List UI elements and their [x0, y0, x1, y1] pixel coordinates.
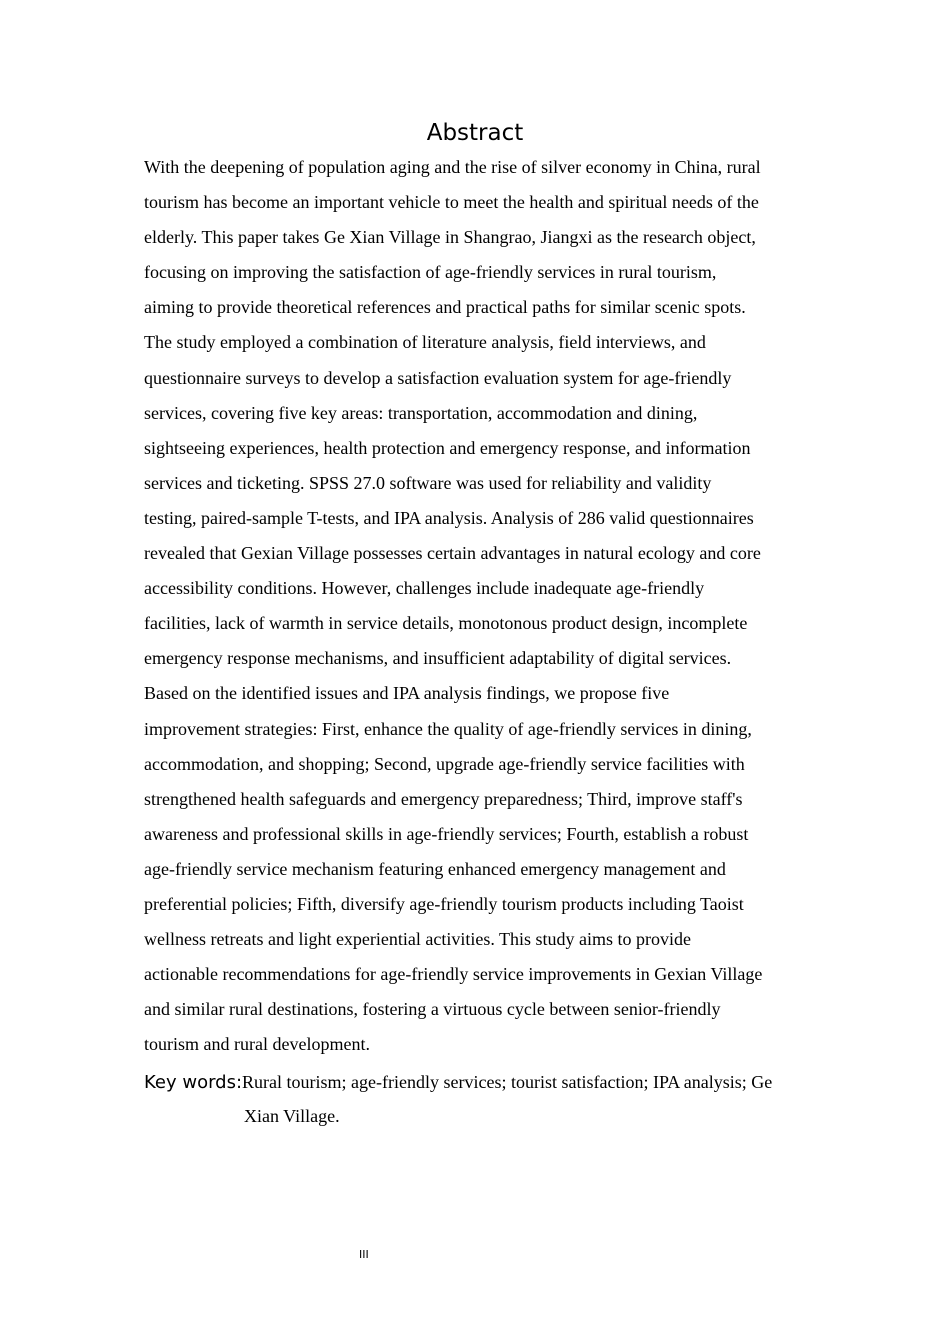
abstract-line: accommodation, and shopping; Second, upgrade age-friendly service facilities with: [144, 753, 745, 774]
abstract-line: elderly. This paper takes Ge Xian Village in Shangrao, Jiangxi as the research object,: [144, 227, 756, 248]
abstract-line: questionnaire surveys to develop a satisfaction evaluation system for age-friendly: [144, 367, 732, 388]
abstract-line: preferential policies; Fifth, diversify age-friendly tourism products including Taoist: [144, 893, 744, 914]
abstract-line: strengthened health safeguards and emergency preparedness; Third, improve staff's: [144, 788, 743, 809]
abstract-line: tourism has become an important vehicle to meet the health and spiritual needs of the: [144, 192, 759, 213]
abstract-line: services and ticketing. SPSS 27.0 software was used for reliability and validity: [144, 472, 712, 493]
page-number: III: [359, 1248, 369, 1261]
abstract-line: The study employed a combination of literature analysis, field interviews, and: [144, 332, 706, 353]
abstract-line: emergency response mechanisms, and insufficient adaptability of digital services.: [144, 648, 732, 669]
abstract-line: facilities, lack of warmth in service details, monotonous product design, incomplete: [144, 613, 748, 634]
abstract-body: [144, 150, 824, 1062]
abstract-line: actionable recommendations for age-friendly service improvements in Gexian Village: [144, 964, 763, 985]
abstract-line: aiming to provide theoretical references and practical paths for similar scenic spots.: [144, 297, 746, 318]
abstract-line: and similar rural destinations, fostering a virtuous cycle between senior-friendly: [144, 999, 721, 1020]
keywords-section: [144, 1065, 824, 1133]
abstract-title: Abstract: [426, 120, 524, 146]
abstract-line: focusing on improving the satisfaction of age-friendly services in rural tourism,: [144, 262, 717, 283]
abstract-line: tourism and rural development.: [144, 1034, 370, 1055]
abstract-line: wellness retreats and light experiential activities. This study aims to provide: [144, 929, 692, 950]
keywords-text-line-1: Rural tourism; age-friendly services; tourist satisfaction; IPA analysis; Ge: [242, 1072, 773, 1092]
keywords-row-1: [144, 1065, 824, 1099]
keywords-label: Key words:: [144, 1072, 243, 1093]
keywords-text-line-2: Xian Village.: [244, 1106, 340, 1126]
abstract-line: accessibility conditions. However, challenges include inadequate age-friendly: [144, 578, 705, 599]
abstract-line: improvement strategies: First, enhance the quality of age-friendly services in dining,: [144, 718, 752, 739]
abstract-line: testing, paired-sample T-tests, and IPA analysis. Analysis of 286 valid questionnaires: [144, 507, 754, 528]
abstract-line: sightseeing experiences, health protection and emergency response, and information: [144, 437, 751, 458]
keywords-row-2: [144, 1099, 824, 1133]
abstract-line: Based on the identified issues and IPA analysis findings, we propose five: [144, 683, 670, 704]
abstract-line: With the deepening of population aging and the rise of silver economy in China, rural: [144, 157, 761, 177]
abstract-line: awareness and professional skills in age-friendly services; Fourth, establish a robust: [144, 823, 749, 844]
abstract-line: services, covering five key areas: transportation, accommodation and dining,: [144, 402, 698, 423]
abstract-line: age-friendly service mechanism featuring enhanced emergency management and: [144, 858, 726, 879]
abstract-line: revealed that Gexian Village possesses certain advantages in natural ecology and core: [144, 543, 761, 564]
